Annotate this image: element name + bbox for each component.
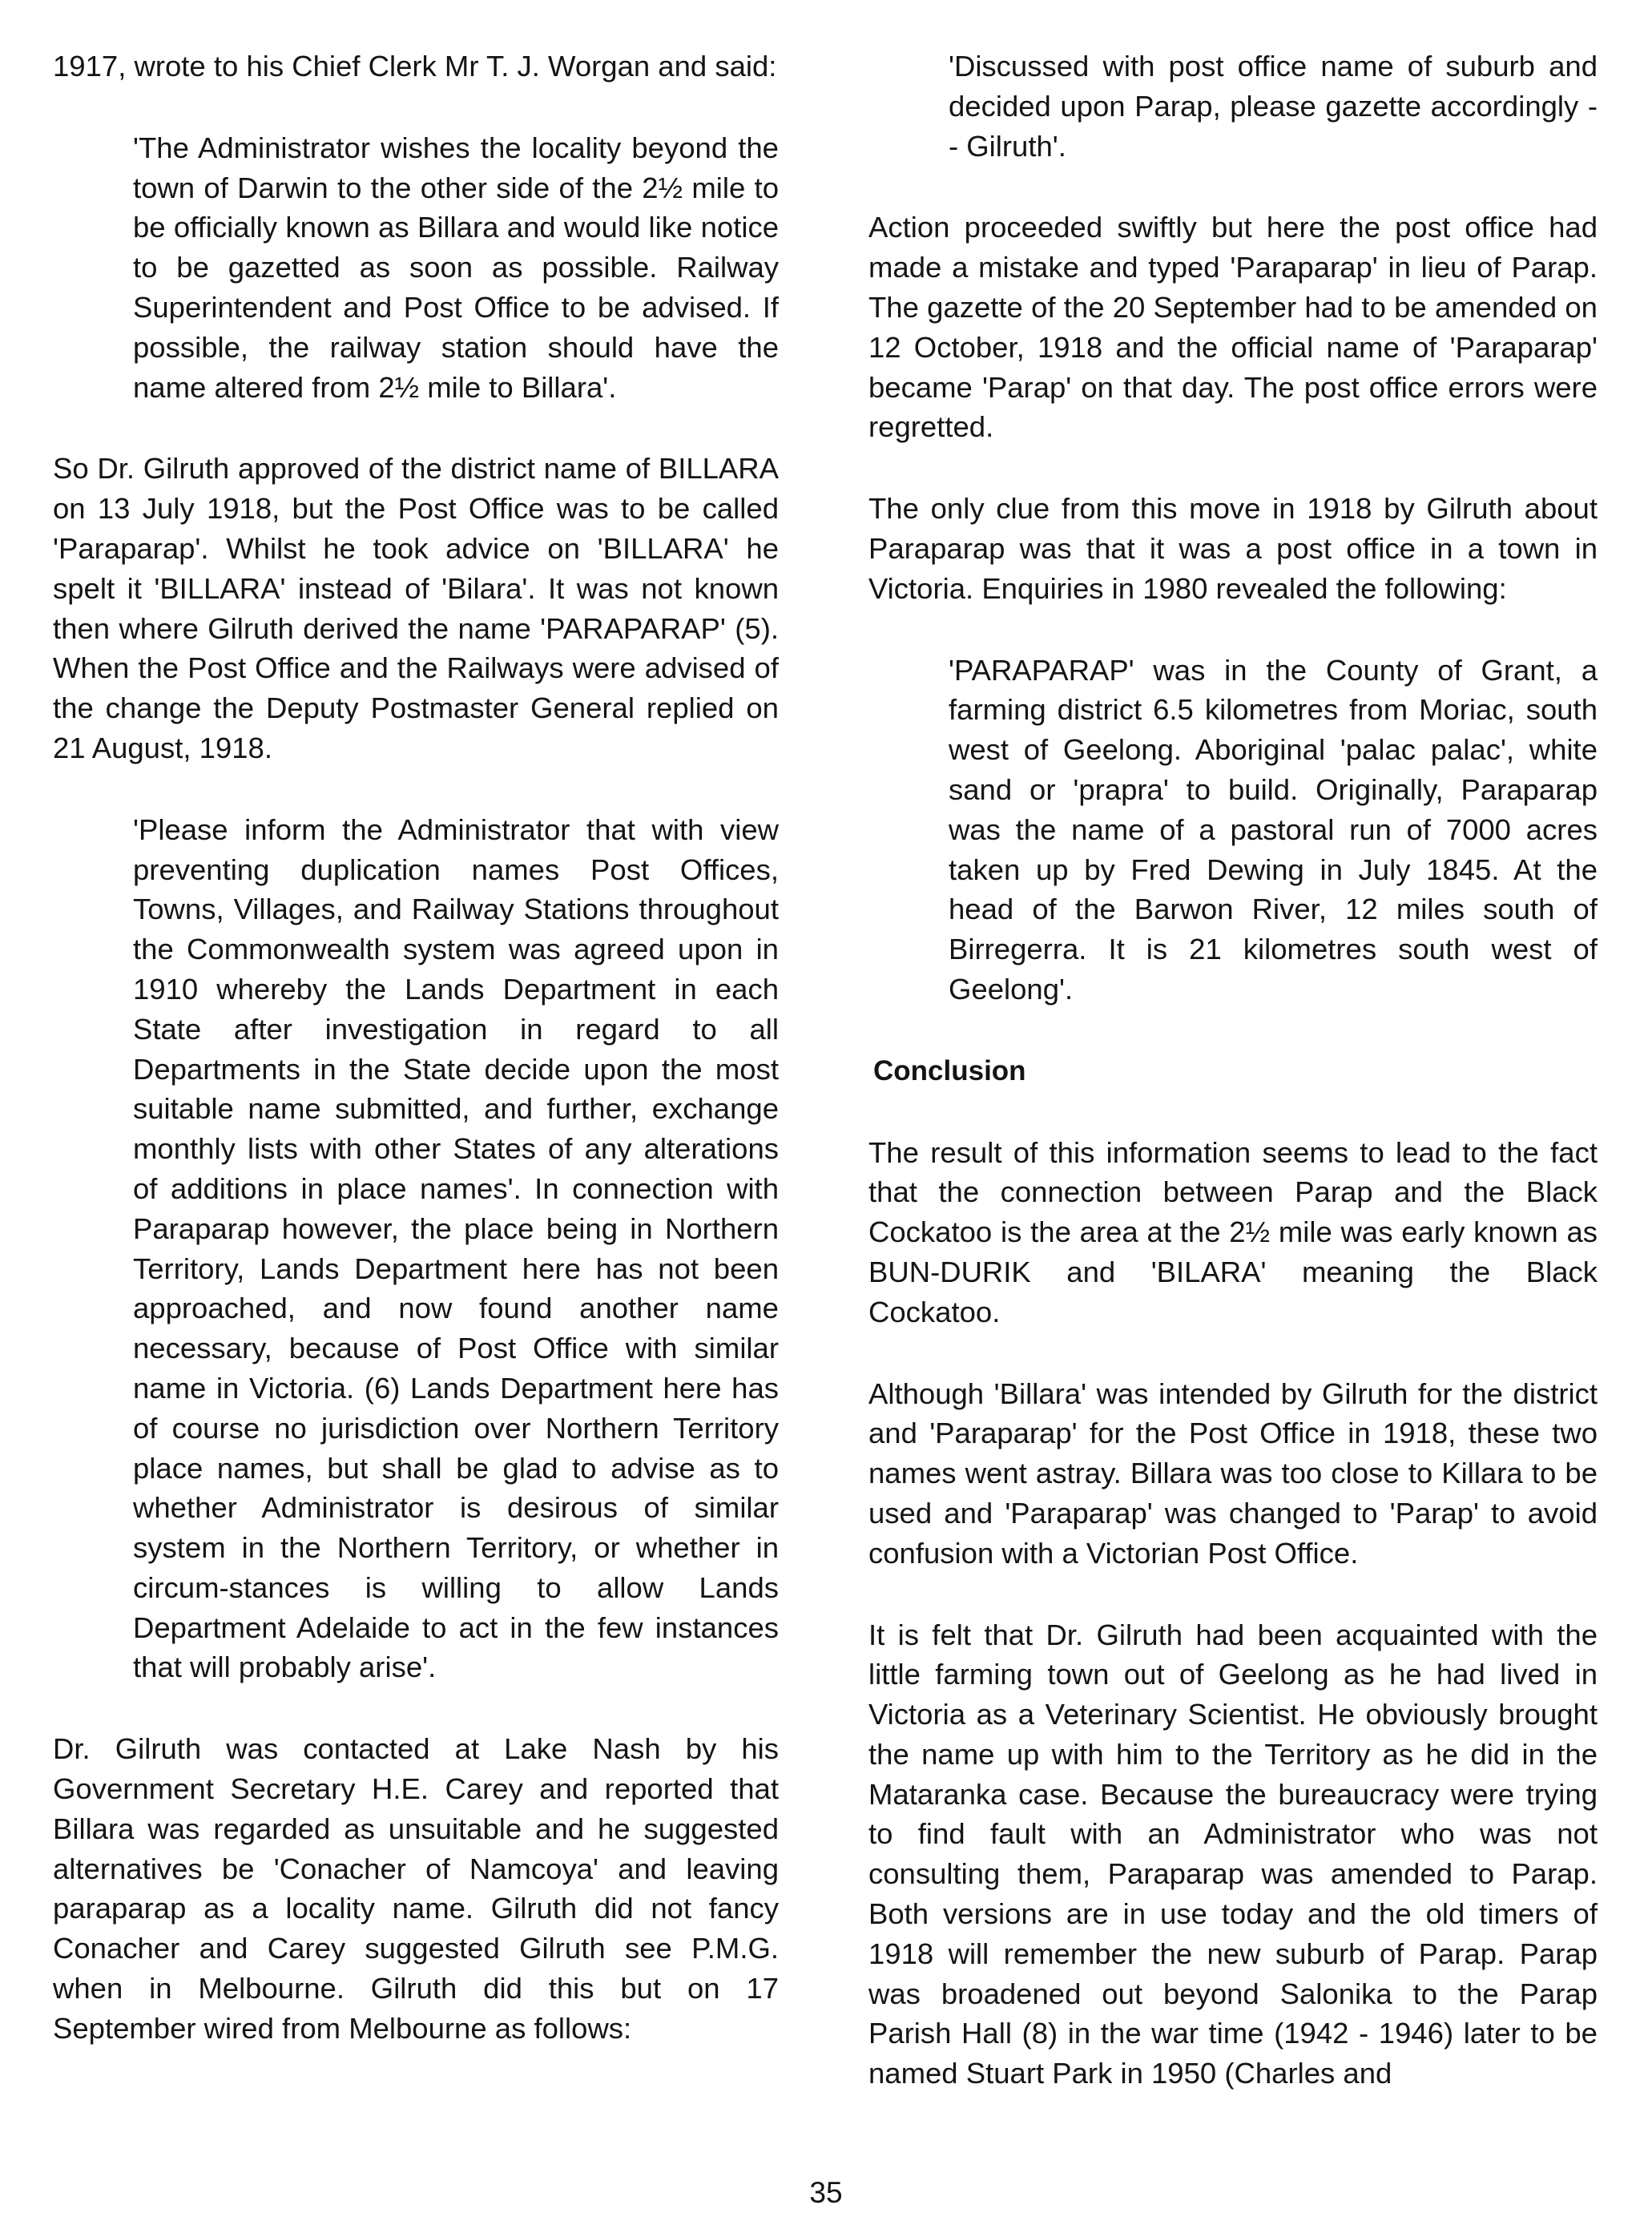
block-quote: 'Please inform the Administrator that with view preventing duplication names Post Offices, Towns, Villages, and Railway Stations throughout the Commonwealth system was agreed upon in 1910 whereby the Lands Department in each State after investigation in regard to all Departments in the State decide upon the most suitable name submitted, and further, exchange monthly lists with other States of any alterations of additions in place names'. In connection with Paraparap however, the place being in Northern Territory, Lands Department here has not been approached, and now found another name necessary, because of Post Office with similar name in Victoria. (6) Lands Department here has of course no jurisdiction over Northern Territory place names, but shall be glad to advise as to whether Administrator is desirous of similar system in the Northern Territory, or whether in circum-stances is willing to allow Lands Department Adelaide to act in the few instances that will probably arise'. [133, 812, 779, 1684]
block-quote: 'Discussed with post office name of suburb and decided upon Parap, please gazette accordingly -- Gilruth'. [949, 50, 1598, 163]
paragraph: It is felt that Dr. Gilruth had been acquainted with the little farming town out of Geelong as he had lived in Victoria as a Veterinary Scientist. He obviously brought the name up with him to the Territory as he did in the Mataranka case. Because the bureaucracy were trying to find fault with an Administrator who was not consulting them, Paraparap was amended to Parap. Both versions are in use today and the old timers of 1918 will remember the new suburb of Parap. Parap was broadened out beyond Salonika to the Parap Parish Hall (8) in the war time (1942 - 1946) later to be named Stuart Park in 1950 (Charles and [868, 1618, 1598, 2090]
page-number: 35 [809, 2176, 843, 2209]
right-column [868, 46, 1598, 2135]
paragraph: Action proceeded swiftly but here the post office had made a mistake and typed 'Paraparap' in lieu of Parap. The gazette of the 20 September had to be amended on 12 October, 1918 and the official name of 'Paraparap' became 'Parap' on that day. The post office errors were regretted. [868, 211, 1598, 444]
paragraph: Dr. Gilruth was contacted at Lake Nash by his Government Secretary H.E. Carey and reported that Billara was regarded as unsuitable and he suggested alternatives be 'Conacher of Namcoya' and leaving paraparap as a locality name. Gilruth did not fancy Conacher and Carey suggested Gilruth see P.M.G. when in Melbourne. Gilruth did this but on 17 September wired from Melbourne as follows: [53, 1732, 779, 2045]
section-heading: Conclusion [873, 1054, 1026, 1086]
paragraph: So Dr. Gilruth approved of the district name of BILLARA on 13 July 1918, but the Post Office was to be called 'Paraparap'. Whilst he took advice on 'BILLARA' he spelt it 'BILLARA' instead of 'Bilara'. It was not known then where Gilruth derived the name 'PARAPARAP' (5). When the Post Office and the Railways were advised of the change the Deputy Postmaster General replied on 21 August, 1918. [53, 452, 779, 764]
paragraph: Although 'Billara' was intended by Gilruth for the district and 'Paraparap' for the Post Office in 1918, these two names went astray. Billara was too close to Killara to be used and 'Paraparap' was changed to 'Parap' to avoid confusion with a Victorian Post Office. [868, 1377, 1598, 1570]
paragraph: The result of this information seems to lead to the fact that the connection between Parap and the Black Cockatoo is the area at the 2½ mile was early known as BUN-DURIK and 'BILARA' meaning the Black Cockatoo. [868, 1135, 1598, 1328]
paragraph: 1917, wrote to his Chief Clerk Mr T. J. Worgan and said: [53, 50, 777, 83]
block-quote: 'PARAPARAP' was in the County of Grant, a farming district 6.5 kilometres from Moriac, south west of Geelong. Aboriginal 'palac palac', white sand or 'prapra' to build. Originally, Paraparap was the name of a pastoral run of 7000 acres taken up by Fred Dewing in July 1845. At the head of the Barwon River, 12 miles south of Birregerra. It is 21 kilometres south west of Geelong'. [949, 653, 1598, 1006]
paragraph: The only clue from this move in 1918 by Gilruth about Paraparap was that it was a post office in a town in Victoria. Enquiries in 1980 revealed the following: [868, 492, 1598, 605]
block-quote: 'The Administrator wishes the locality beyond the town of Darwin to the other side of the 2½ mile to be officially known as Billara and would like notice to be gazetted as soon as possible. Railway Superintendent and Post Office to be advised. If possible, the railway station should have the name altered from 2½ mile to Billara'. [133, 131, 779, 404]
left-column [53, 46, 779, 2090]
